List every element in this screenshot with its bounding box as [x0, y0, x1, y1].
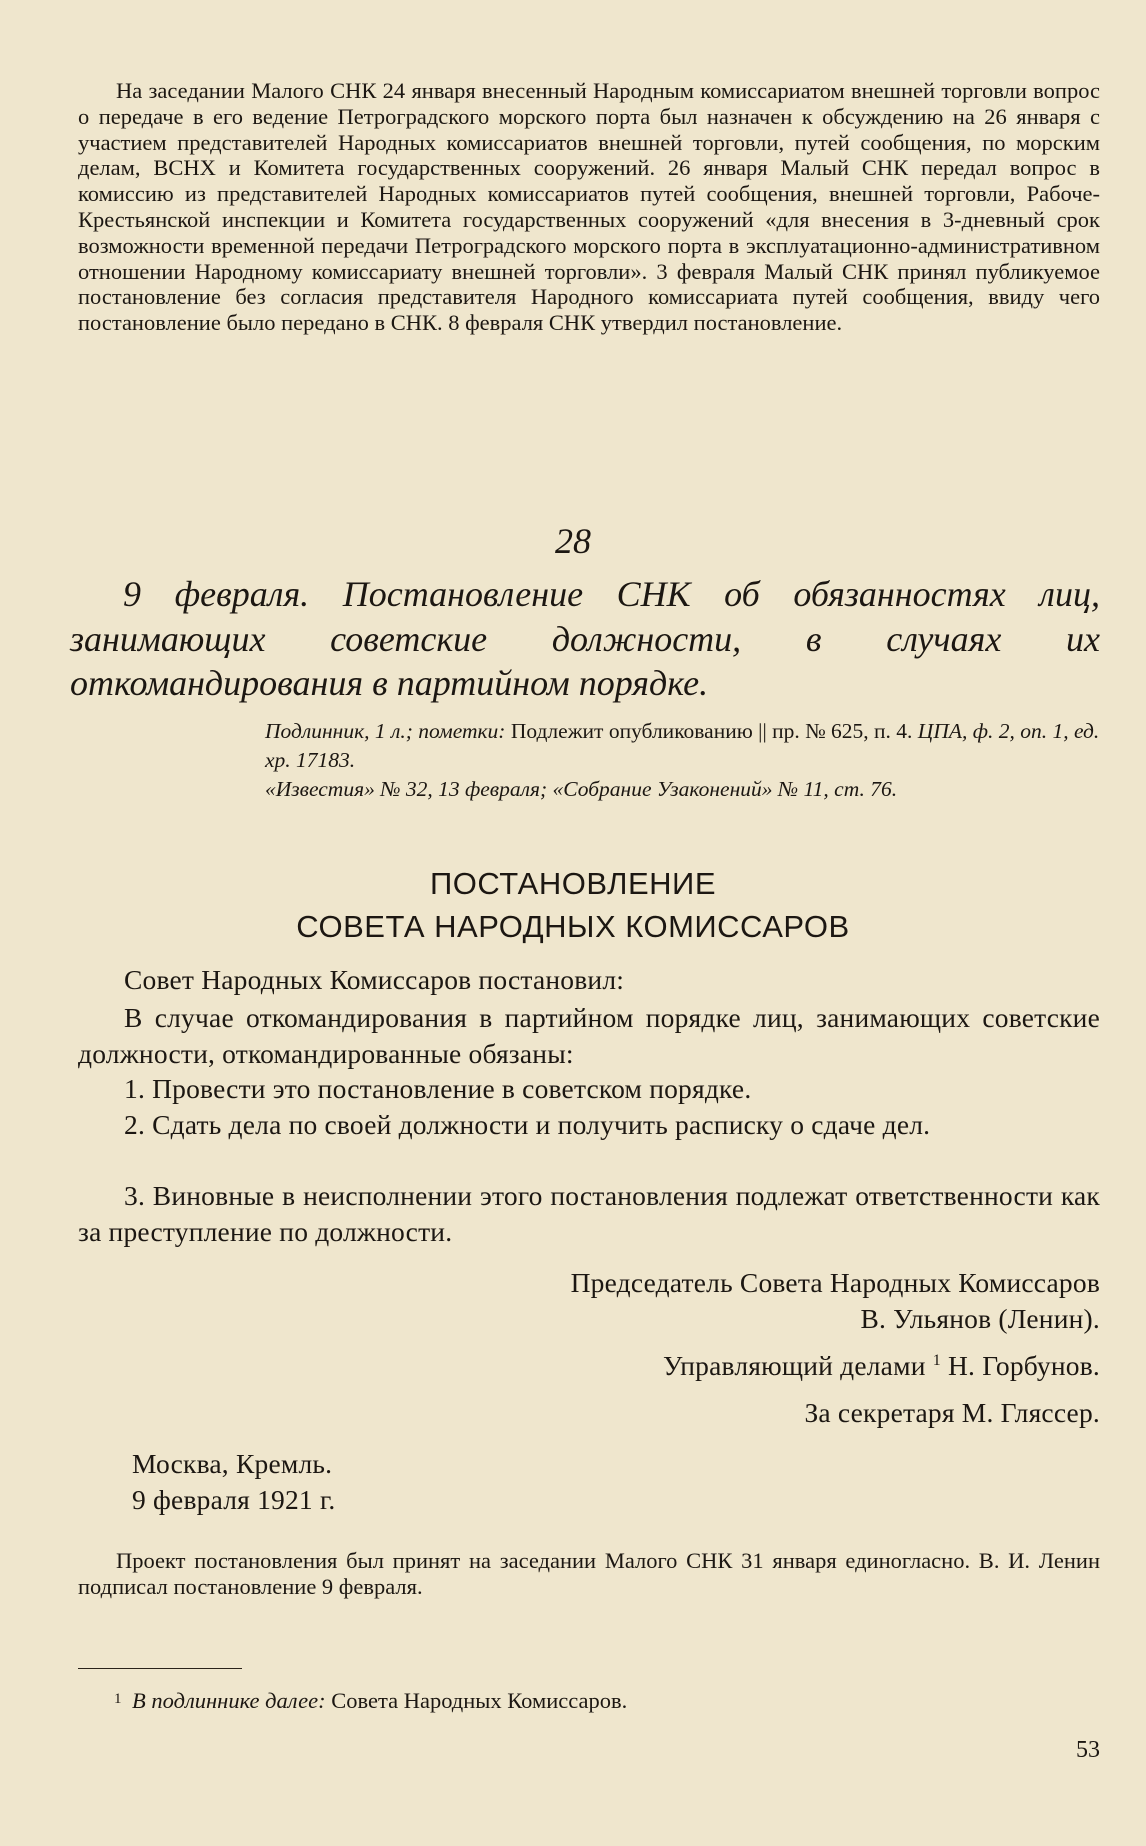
decree-title-line1: ПОСТАНОВЛЕНИЕ [429, 866, 717, 901]
decree-item-1: 1. Провести это постановление в советском порядке. [124, 1073, 752, 1104]
place-city: Москва, Кремль. [132, 1448, 333, 1479]
decree-item-3: 3. Виновные в неисполнении этого постановления подлежат ответственности как за преступление по должности. [78, 1180, 1100, 1247]
decree-lead: Совет Народных Комиссаров постановил: [124, 964, 625, 995]
source-original-note: Подлежит опубликованию || пр. № 625, п. 4. [510, 719, 913, 743]
outro-note: Проект постановления был принят на заседании Малого СНК 31 января единогласно. В. И. Ленин подписал постановление 9 февраля. [78, 1548, 1100, 1599]
source-original-label: Подлинник, 1 л.; пометки: [265, 719, 506, 743]
footnote [114, 1688, 628, 1714]
decree-title-line2: СОВЕТА НАРОДНЫХ КОМИССАРОВ [296, 909, 850, 944]
document-heading: 9 февраля. Постановление СНК об обязанностях лиц, занимающих советские должности, в случаях их откомандирования в партийном порядке. [70, 574, 1100, 703]
page-number: 53 [1076, 1737, 1100, 1763]
signature-chair-title: Председатель Совета Народных Комиссаров [570, 1267, 1100, 1298]
place-date: 9 февраля 1921 г. [132, 1484, 336, 1515]
footnote-divider [78, 1668, 242, 1669]
footnote-reference: 1 [932, 1351, 941, 1369]
decree-intro: В случае откомандирования в партийном порядке лиц, занимающих советские должности, откомандированные обязаны: [78, 1002, 1100, 1069]
source-note [265, 717, 1100, 804]
signature-manager-title: Управляющий делами [663, 1350, 926, 1381]
intro-note: На заседании Малого СНК 24 января внесенный Народным комиссариатом внешней торговли вопрос о передаче в его ведение Петроградского морского порта был назначен к обсуждению на 26 января с участием представителей Народных комиссариатов внешней торговли, путей сообщения, по морским делам, ВСНХ и Комитета государственных сооружений. 26 января Малый СНК передал вопрос в комиссию из представителей Народных комиссариатов путей сообщения, внешней торговли, Рабоче-Крестьянской инспекции и Комитета государственных сооружений «для внесения в 3-дневный срок возможности временной передачи Петроградского морского порта в эксплуатационно-административном отношении Народному комиссариату внешней торговли». 3 февраля Малый СНК принял публикуемое постановление без согласия представителя Народного комиссариата путей сообщения, ввиду чего постановление было передано в СНК. 8 февраля СНК утвердил постановление. [78, 78, 1100, 336]
document-number: 28 [555, 521, 591, 561]
signature-chair-name: В. Ульянов (Ленин). [860, 1303, 1100, 1334]
footnote-text: Совета Народных Комиссаров. [331, 1688, 628, 1713]
decree-title [0, 862, 1146, 948]
signature-manager [663, 1348, 1100, 1384]
decree-item-2: 2. Сдать дела по своей должности и получить расписку о сдаче дел. [124, 1109, 931, 1140]
source-archive: ЦПА, ф. 2, оп. 1, ед. хр. 17183. [265, 719, 1100, 772]
signature-secretary: За секретаря М. Гляссер. [804, 1397, 1100, 1428]
signature-manager-name: Н. Горбунов. [947, 1350, 1100, 1381]
source-publication: «Известия» № 32, 13 февраля; «Собрание Узаконений» № 11, ст. 76. [265, 777, 898, 801]
footnote-label: В подлиннике далее: [132, 1688, 326, 1713]
footnote-mark: 1 [114, 1691, 122, 1707]
